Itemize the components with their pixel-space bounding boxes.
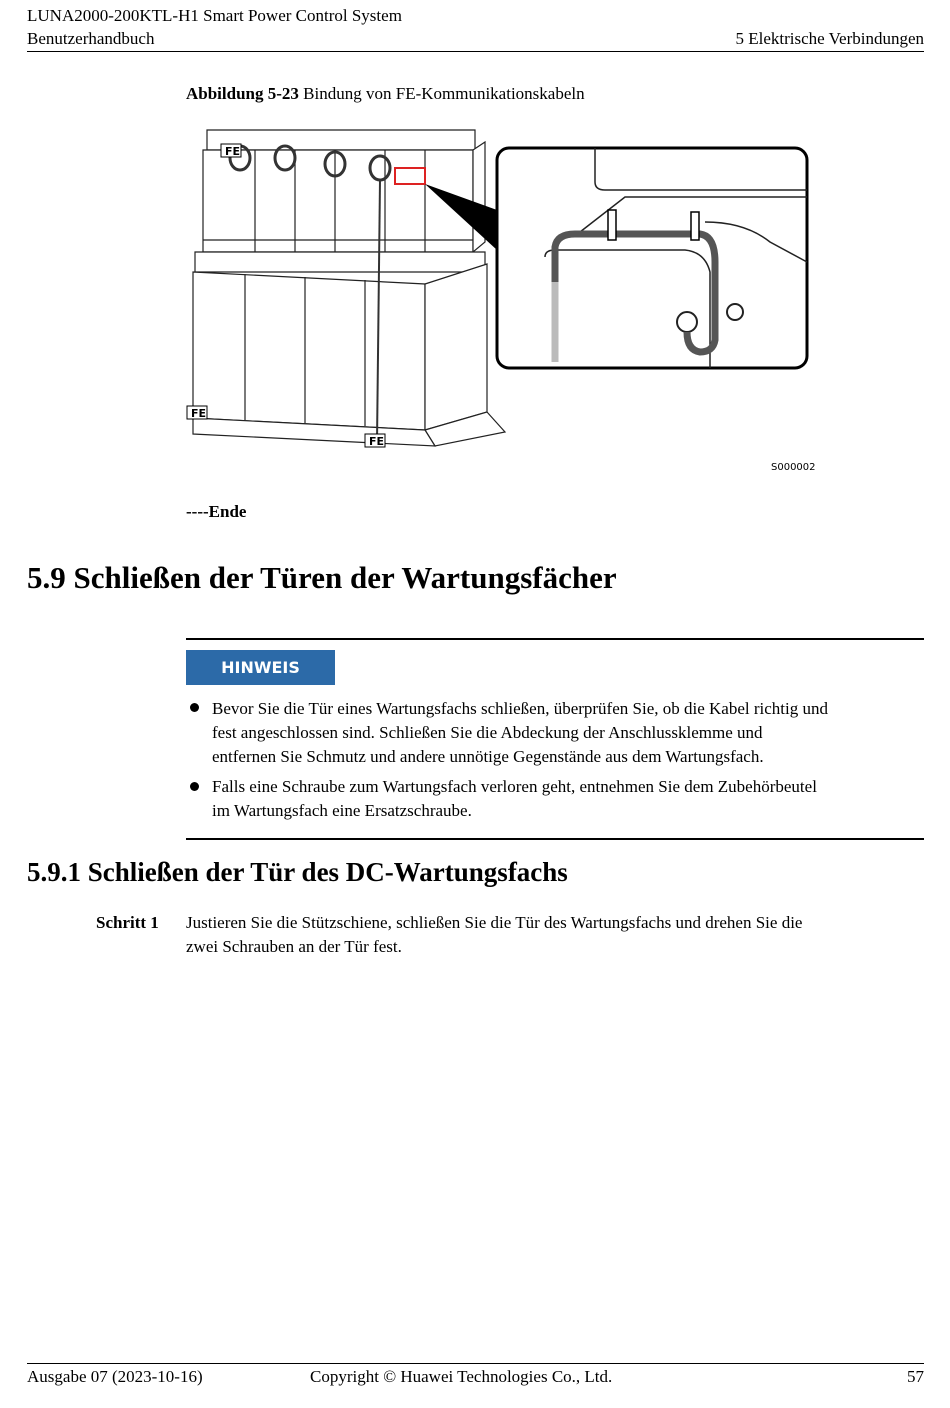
notice-line: Bevor Sie die Tür eines Wartungsfachs schließen, überprüfen Sie, ob die Kabel richtig und	[212, 699, 828, 718]
subsection-heading: 5.9.1 Schließen der Tür des DC-Wartungsfachs	[27, 857, 568, 887]
notice-line: entfernen Sie Schmutz und andere unnötige Gegenstände aus dem Wartungsfach.	[212, 747, 764, 766]
cabinet-illustration	[193, 130, 505, 446]
step-text	[186, 911, 802, 959]
fe-tag-label: FE	[369, 435, 385, 448]
notice-bullet-1	[212, 697, 828, 769]
header-chapter: 5 Elektrische Verbindungen	[735, 29, 924, 48]
detail-inset	[497, 148, 807, 368]
bullet-dot	[190, 782, 199, 791]
footer-copyright: Copyright © Huawei Technologies Co., Ltd.	[310, 1367, 613, 1386]
notice-line: Falls eine Schraube zum Wartungsfach verloren geht, entnehmen Sie dem Zubehörbeutel	[212, 777, 817, 796]
footer-edition: Ausgabe 07 (2023-10-16)	[27, 1367, 203, 1386]
notice-bottom-rule	[186, 838, 924, 840]
figure-code: S000002	[771, 462, 816, 473]
header-manual: Benutzerhandbuch	[27, 29, 155, 48]
page-number: 57	[907, 1367, 924, 1386]
step-line: zwei Schrauben an der Tür fest.	[186, 937, 402, 956]
step-line: Justieren Sie die Stützschiene, schließen Sie die Tür des Wartungsfachs und drehen Sie die	[186, 913, 803, 932]
notice-tag: HINWEIS	[186, 650, 335, 685]
end-marker: ----Ende	[186, 502, 247, 521]
notice-line: fest angeschlossen sind. Schließen Sie die Abdeckung der Anschlussklemme und	[212, 723, 763, 742]
figure-caption-text: Bindung von FE-Kommunikationskabeln	[303, 84, 585, 103]
notice-bullet-2	[212, 775, 817, 823]
header-divider	[27, 51, 924, 52]
notice-line: im Wartungsfach eine Ersatzschraube.	[212, 801, 472, 820]
figure-label: Abbildung 5-23	[186, 84, 299, 103]
fe-tag-label: FE	[225, 145, 241, 158]
notice-top-rule	[186, 638, 924, 640]
fe-tag-label: FE	[191, 407, 207, 420]
fe-cable-binding-figure	[185, 112, 825, 480]
step-label: Schritt 1	[96, 913, 159, 932]
footer-divider	[27, 1363, 924, 1364]
figure-caption	[186, 84, 585, 104]
header-product: LUNA2000-200KTL-H1 Smart Power Control System	[27, 6, 402, 25]
bullet-dot	[190, 703, 199, 712]
section-heading: 5.9 Schließen der Türen der Wartungsfächer	[27, 560, 617, 595]
